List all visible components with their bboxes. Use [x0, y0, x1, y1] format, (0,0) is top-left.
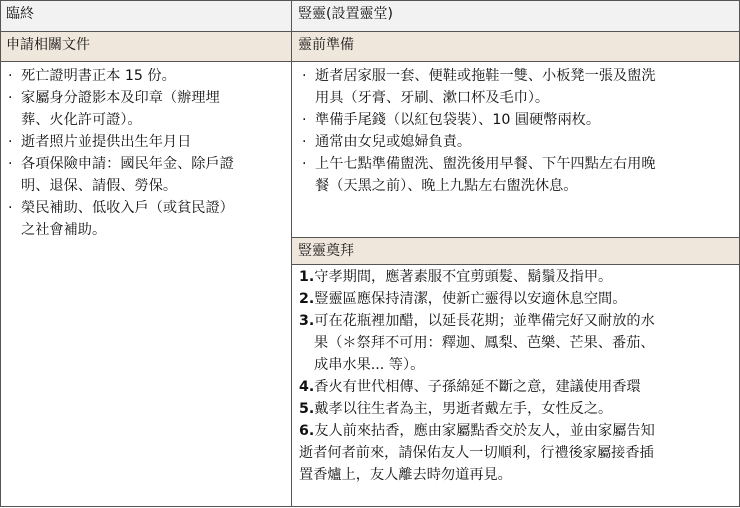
list-item: 1.守孝期間，應著素服不宜剪頭髮、鬍鬚及指甲。 [299, 269, 613, 285]
border-top [0, 0, 740, 1]
list-item: · 通常由女兒或媳婦負責。 [298, 131, 736, 153]
list-item: · 逝者居家服一套、便鞋或拖鞋一雙、小板凳一張及盥洗 用具（牙膏、牙刷、漱口杯及毛巾）。 [298, 65, 736, 109]
border-left [0, 0, 1, 507]
list-item: · 上午七點準備盥洗、盥洗後用早餐、下午四點左右用晚 餐（天黑之前）、晚上九點左右盥洗休息。 [298, 153, 736, 197]
list-item: · 準備手尾錢（以紅包袋裝）、10 圓硬幣兩枚。 [298, 109, 736, 131]
border-row3 [292, 237, 740, 238]
border-row4 [292, 264, 740, 265]
list-item: · 榮民補助、低收入戶（或貧民證） 之社會補助。 [4, 197, 288, 241]
rites-list [299, 266, 736, 486]
header-right-sub [292, 32, 740, 61]
border-bottom [0, 506, 740, 507]
border-row1 [0, 31, 740, 32]
header-left-sub-label: 申請相關文件 [6, 37, 90, 53]
header-right-top-label: 豎靈(設置靈堂) [298, 6, 393, 22]
list-item: 5.戴孝以往生者為主，男逝者戴左手，女性反之。 [299, 401, 613, 417]
header-right-sub2 [292, 238, 740, 264]
list-item: · 家屬身分證影本及印章（辦理埋 葬、火化許可證）。 [4, 87, 288, 131]
rites-cell [292, 265, 740, 506]
preparation-cell [292, 62, 740, 238]
list-item: 2.豎靈區應保持清潔，使新亡靈得以安適休息空間。 [299, 291, 627, 307]
documents-cell [0, 62, 292, 506]
header-right-top [292, 0, 740, 31]
header-left-sub [0, 32, 292, 61]
list-item: 6.友人前來拈香，應由家屬點香交於友人，並由家屬告知 逝者何者前來，請保佑友人一切順利，行禮後家屬接香插 置香爐上，友人離去時勿道再見。 [299, 423, 655, 483]
list-item: · 死亡證明書正本 15 份。 [4, 65, 288, 87]
border-mid [291, 0, 292, 507]
list-item: 4.香火有世代相傳、子孫綿延不斷之意，建議使用香環 [299, 379, 641, 395]
documents-list [4, 65, 288, 241]
header-right-sub-label: 靈前準備 [298, 37, 354, 53]
list-item: · 逝者照片並提供出生年月日 [4, 131, 288, 153]
border-row2 [0, 61, 740, 62]
header-left-top-label: 臨終 [6, 6, 34, 22]
list-item: 3.可在花瓶裡加醋，以延長花期；並準備完好又耐放的水 果（＊祭拜不可用：釋迦、鳳梨、芭樂、芒果、番茄、 成串水果... 等）。 [299, 313, 655, 373]
header-right-sub2-label: 豎靈奠拜 [298, 243, 354, 259]
list-item: · 各項保險申請：國民年金、除戶證 明、退保、請假、勞保。 [4, 153, 288, 197]
preparation-list [298, 65, 736, 197]
header-left-top [0, 0, 292, 31]
